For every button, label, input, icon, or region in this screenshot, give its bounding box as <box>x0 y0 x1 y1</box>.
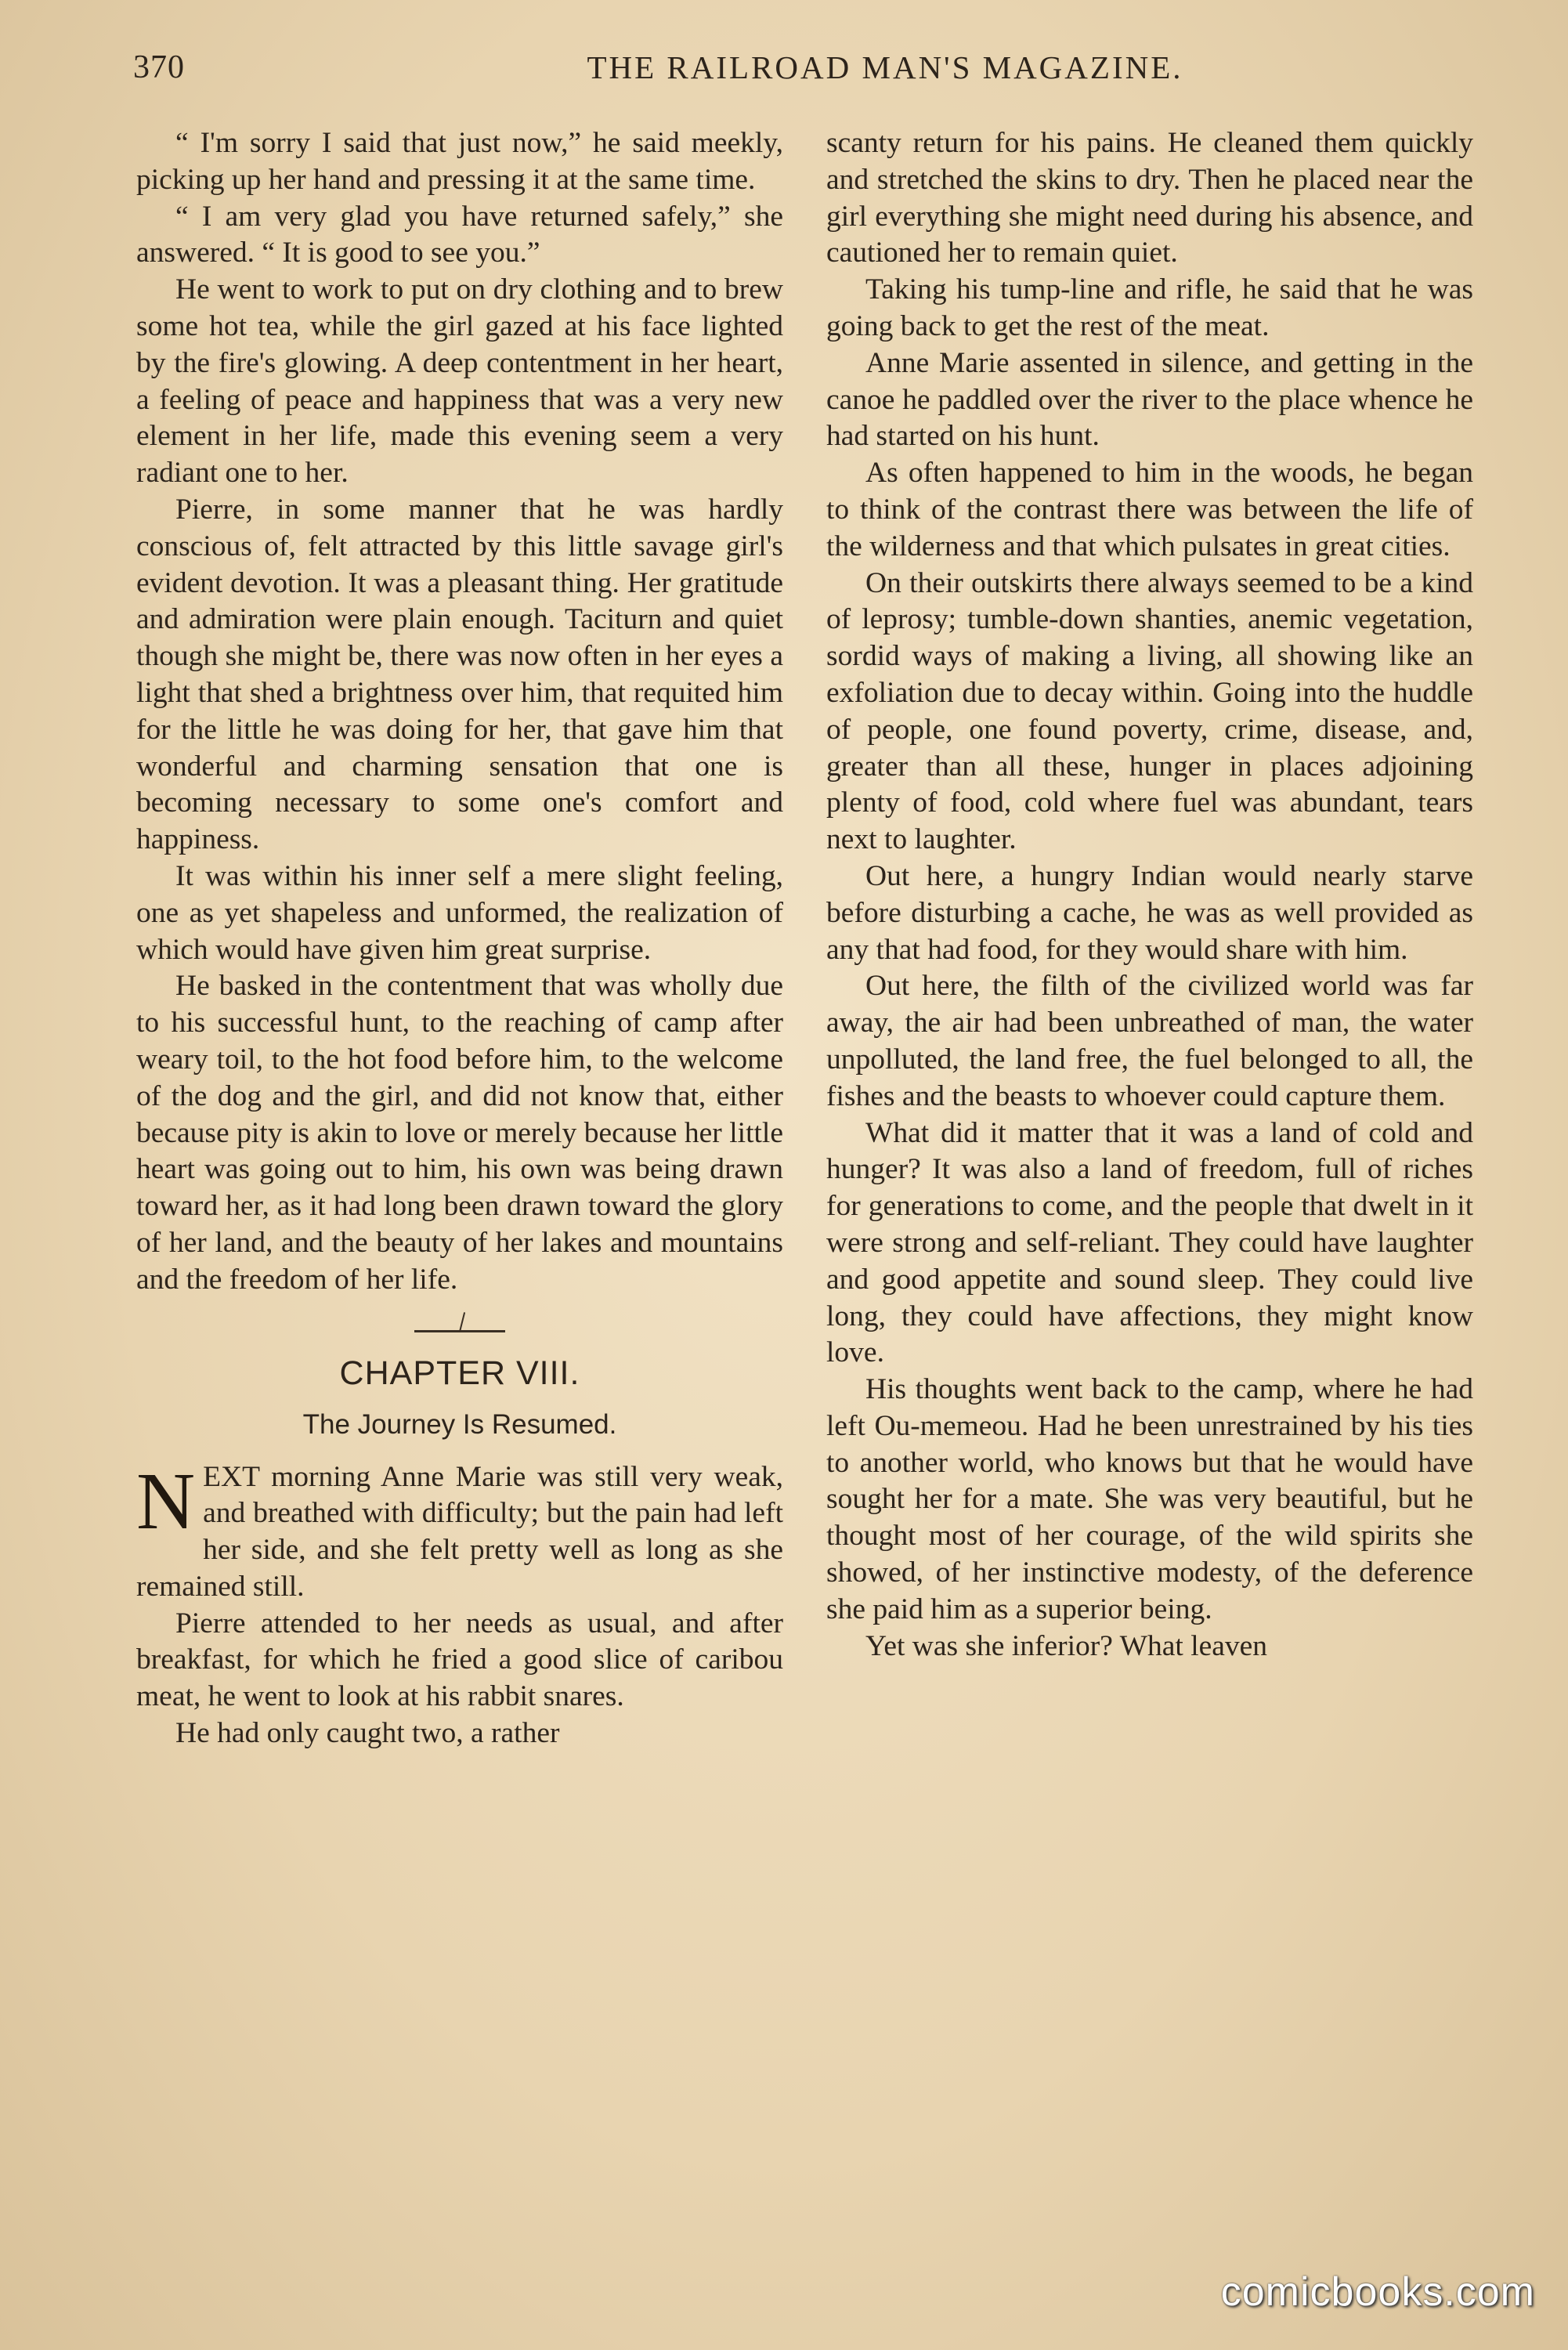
left-column <box>136 125 783 1752</box>
paragraph: He went to work to put on dry clothing and to brew some hot tea, while the girl gazed at his face lighted by the fire's glowing. A deep contentment in her heart, a feeling of peace and happiness that was a very new element in her life, made this evening seem a very radiant one to her. <box>136 273 783 490</box>
paragraph: What did it matter that it was a land of cold and hunger? It was also a land of freedom, full of riches for generations to come, and the people that dwelt in it were strong and self-reliant. They could have laughter and good appetite and sound sleep. They could live long, they could have affections, they might know love. <box>826 1116 1473 1369</box>
page-header <box>133 49 1480 96</box>
right-column <box>826 125 1473 1665</box>
page-number: 370 <box>133 49 185 85</box>
chapter-subtitle: The Journey Is Resumed. <box>302 1408 617 1440</box>
running-head: THE RAILROAD MAN'S MAGAZINE. <box>587 49 1183 85</box>
paragraph: Out here, the filth of the civilized world was far away, the air had been unbreathed of man, the water unpolluted, the land free, the fuel belonged to all, the fishes and the beasts to whoever could capture them. <box>826 970 1473 1112</box>
paragraph: He basked in the contentment that was wholly due to his successful hunt, to the reaching of camp after weary toil, to the hot food before him, to the welcome of the dog and the girl, and did not know that, either because pity is akin to love or merely because her little heart was going out to him, his own was being drawn toward her, as it had long been drawn toward the glory of her land, and the beauty of her lakes and mountains and the freedom of her life. <box>136 970 783 1296</box>
paragraph: It was within his inner self a mere slight feeling, one as yet shapeless and unformed, the realization of which would have given him great surprise. <box>136 859 783 966</box>
section-divider <box>414 1330 505 1332</box>
paragraph: On their outskirts there always seemed to be a kind of leprosy; tumble-down shanties, anemic vegetation, sordid ways of making a living, all showing like an exfoliation due to decay within. Going into the huddle of people, one found poverty, crime, disease, and, greater than all these, hunger in places adjoining plenty of food, cold where fuel was abundant, tears next to laughter. <box>826 566 1473 856</box>
paragraph: “ I'm sorry I said that just now,” he said meekly, picking up her hand and pressing it at the same time. <box>136 127 783 196</box>
paragraph: Out here, a hungry Indian would nearly starve before disturbing a cache, he was as well provided as any that had food, for they would share with him. <box>826 859 1473 966</box>
paragraph: Taking his tump-line and rifle, he said that he was going back to get the rest of the meat. <box>826 273 1473 342</box>
chapter-title: CHAPTER VIII. <box>339 1354 580 1392</box>
paragraph: “ I am very glad you have returned safely,” she answered. “ It is good to see you.” <box>136 200 783 269</box>
watermark-logo: comicbooks.com <box>1220 2269 1535 2315</box>
paragraph-text: EXT morning Anne Marie was still very weak, and breathed with difficulty; but the pain had left her side, and she felt pretty well as long as she remained still. <box>136 1460 783 1603</box>
paragraph: His thoughts went back to the camp, where he had left Ou-memeou. Had he been unrestrained by his ties to another world, who knows but that he would have sought her for a mate. She was very beautiful, but he thought most of her courage, of the wild spirits she showed, of her instinctive modesty, of the deference she paid him as a superior being. <box>826 1373 1473 1625</box>
paragraph: Pierre, in some manner that he was hardly conscious of, felt attracted by this little savage girl's evident devotion. It was a pleasant thing. Her gratitude and admiration were plain enough. Taciturn and quiet though she might be, there was now often in her eyes a light that shed a brightness over him, that requited him for the little he was doing for her, that gave him that wonderful and charming sensation that one is becoming necessary to some one's comfort and happiness. <box>136 493 783 856</box>
paragraph: Pierre attended to her needs as usual, and after breakfast, for which he fried a good slice of caribou meat, he went to look at his rabbit snares. <box>136 1607 783 1713</box>
paragraph: As often happened to him in the woods, he began to think of the contrast there was between the life of the wilderness and that which pulsates in great cities. <box>826 457 1473 562</box>
paragraph: Anne Marie assented in silence, and getting in the canoe he paddled over the river to the place whence he had started on his hunt. <box>826 346 1473 453</box>
paragraph: He had only caught two, a rather <box>175 1717 560 1750</box>
paragraph-continuation: scanty return for his pains. He cleaned them quickly and stretched the skins to dry. Then he placed near the girl everything she might need during his absence, and cautioned her to remain quiet. <box>826 127 1473 269</box>
paragraph: Yet was she inferior? What leaven <box>865 1629 1268 1662</box>
chapter-opening-paragraph <box>136 1455 783 1606</box>
drop-cap: N <box>136 1455 196 1546</box>
